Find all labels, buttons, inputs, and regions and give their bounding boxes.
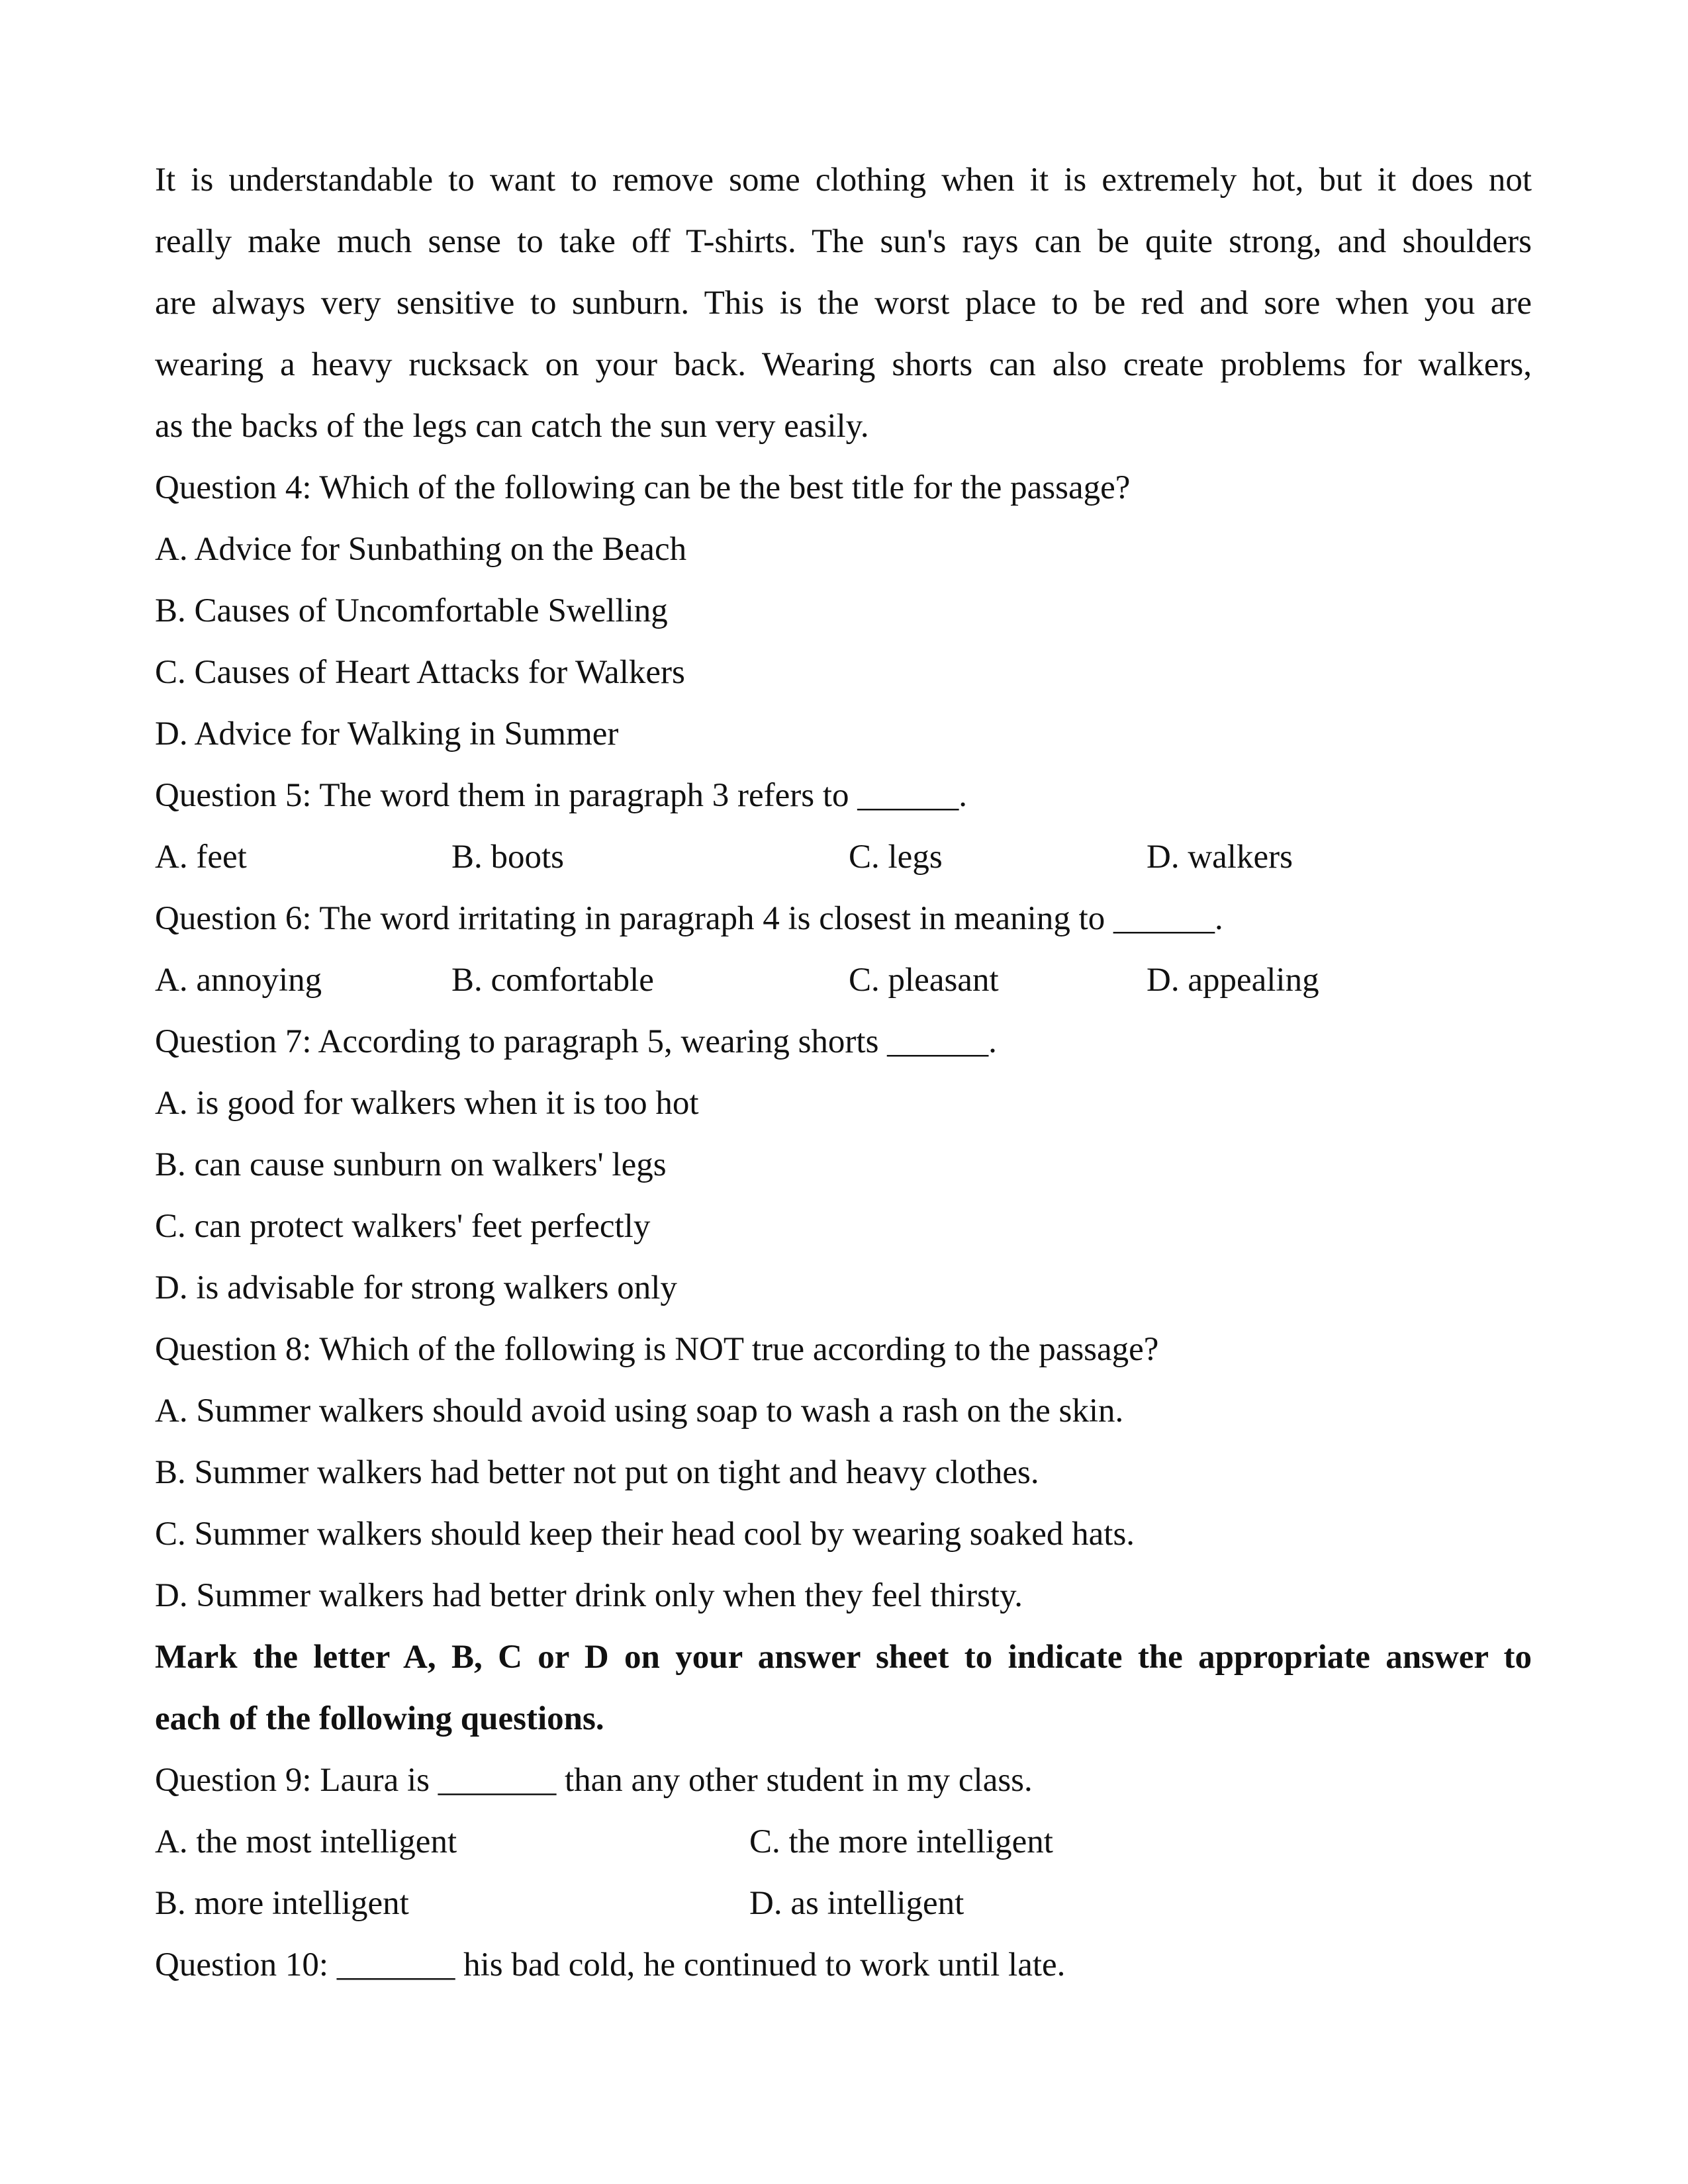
options-row bbox=[155, 950, 1532, 1011]
option-d: D. as intelligent bbox=[749, 1885, 964, 1922]
option-d: D. is advisable for strong walkers only bbox=[155, 1269, 677, 1306]
section-instruction bbox=[155, 1627, 1532, 1750]
options-row bbox=[155, 827, 1532, 888]
option-b: B. Summer walkers had better not put on tight and heavy clothes. bbox=[155, 1454, 1039, 1491]
option-b: B. Causes of Uncomfortable Swelling bbox=[155, 592, 668, 629]
question-stem: Question 7: According to paragraph 5, wearing shorts ______. bbox=[155, 1023, 997, 1060]
question-7 bbox=[155, 1011, 1532, 1319]
passage-line: wearing a heavy rucksack on your back. Wearing shorts can also create problems for walkers, bbox=[155, 346, 1532, 383]
options-row bbox=[155, 1873, 1532, 1934]
question-stem: Question 9: Laura is _______ than any other student in my class. bbox=[155, 1762, 1033, 1799]
option-a: A. is good for walkers when it is too hot bbox=[155, 1085, 699, 1122]
option-b: B. can cause sunburn on walkers' legs bbox=[155, 1146, 667, 1183]
passage-line: are always very sensitive to sunburn. This is the worst place to be red and sore when you are bbox=[155, 285, 1532, 322]
passage-line: as the backs of the legs can catch the sun very easily. bbox=[155, 408, 869, 445]
options-row bbox=[155, 1811, 1532, 1873]
option-d: D. appealing bbox=[1147, 962, 1319, 999]
option-d: D. Advice for Walking in Summer bbox=[155, 715, 619, 752]
option-a: A. annoying bbox=[155, 962, 322, 999]
passage-line: It is understandable to want to remove some clothing when it is extremely hot, but it does not bbox=[155, 161, 1532, 199]
option-b: B. boots bbox=[451, 839, 565, 876]
option-b: B. more intelligent bbox=[155, 1885, 409, 1922]
question-stem: Question 5: The word them in paragraph 3 refers to ______. bbox=[155, 777, 968, 814]
reading-passage-paragraph bbox=[155, 150, 1532, 457]
option-a: A. the most intelligent bbox=[155, 1823, 457, 1860]
option-c: C. pleasant bbox=[849, 962, 999, 999]
question-10 bbox=[155, 1934, 1532, 1996]
option-a: A. feet bbox=[155, 839, 247, 876]
option-d: D. Summer walkers had better drink only when they feel thirsty. bbox=[155, 1577, 1023, 1614]
question-stem: Question 10: _______ his bad cold, he continued to work until late. bbox=[155, 1946, 1066, 1983]
instruction-line: Mark the letter A, B, C or D on your answer sheet to indicate the appropriate answer to bbox=[155, 1639, 1532, 1676]
option-a: A. Summer walkers should avoid using soap to wash a rash on the skin. bbox=[155, 1392, 1124, 1430]
question-8 bbox=[155, 1319, 1532, 1627]
option-c: C. legs bbox=[849, 839, 943, 876]
instruction-line: each of the following questions. bbox=[155, 1700, 604, 1737]
passage-line: really make much sense to take off T-shirts. The sun's rays can be quite strong, and shoulders bbox=[155, 223, 1532, 260]
option-c: C. the more intelligent bbox=[749, 1823, 1053, 1860]
question-stem: Question 4: Which of the following can be the best title for the passage? bbox=[155, 469, 1131, 506]
option-c: C. Causes of Heart Attacks for Walkers bbox=[155, 654, 685, 691]
option-a: A. Advice for Sunbathing on the Beach bbox=[155, 531, 687, 568]
exam-page bbox=[155, 150, 1532, 1996]
question-stem: Question 8: Which of the following is NOT true according to the passage? bbox=[155, 1331, 1159, 1368]
question-4 bbox=[155, 457, 1532, 765]
option-d: D. walkers bbox=[1147, 839, 1293, 876]
question-6 bbox=[155, 888, 1532, 1011]
option-b: B. comfortable bbox=[451, 962, 654, 999]
question-9 bbox=[155, 1750, 1532, 1934]
question-stem: Question 6: The word irritating in paragraph 4 is closest in meaning to ______. bbox=[155, 900, 1223, 937]
option-c: C. Summer walkers should keep their head cool by wearing soaked hats. bbox=[155, 1516, 1135, 1553]
option-c: C. can protect walkers' feet perfectly bbox=[155, 1208, 651, 1245]
question-5 bbox=[155, 765, 1532, 888]
